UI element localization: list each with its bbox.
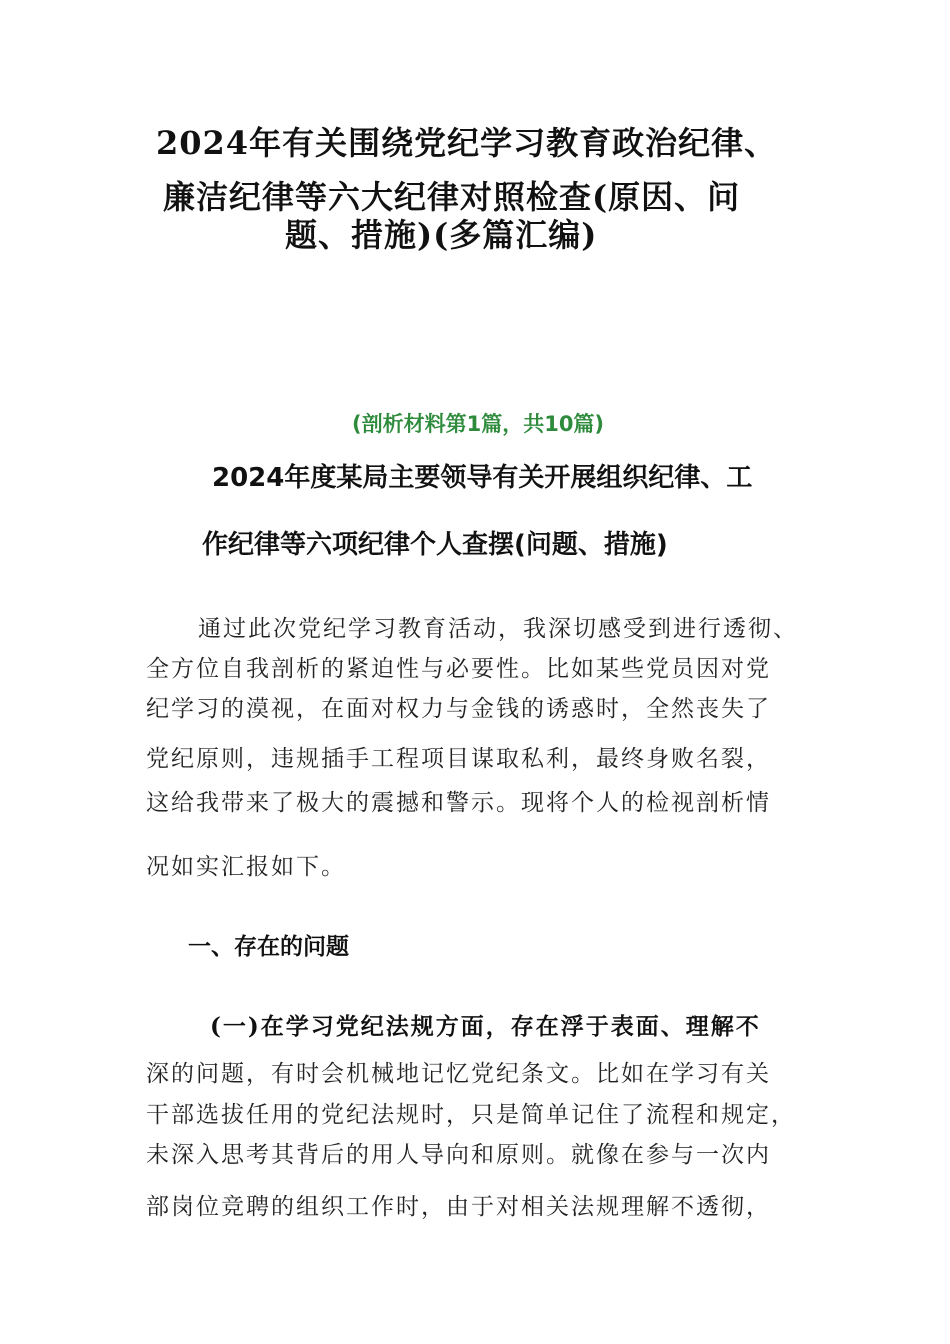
- document-title-line-1: 2024年有关围绕党纪学习教育政治纪律、: [156, 124, 778, 162]
- document-title-line-2: 廉洁纪律等六大纪律对照检查(原因、问: [163, 178, 741, 216]
- intro-line-2: 全方位自我剖析的紧迫性与必要性。比如某些党员因对党: [146, 656, 771, 682]
- intro-line-1: 通过此次党纪学习教育活动，我深切感受到进行透彻、: [198, 616, 798, 642]
- item1-line-1: 深的问题，有时会机械地记忆党纪条文。比如在学习有关: [146, 1061, 771, 1087]
- article-title-line-1: 2024年度某局主要领导有关开展组织纪律、工: [212, 463, 753, 493]
- intro-line-6: 况如实汇报如下。: [146, 854, 346, 880]
- intro-line-4: 党纪原则，违规插手工程项目谋取私利，最终身败名裂，: [146, 746, 771, 772]
- intro-line-3: 纪学习的漠视，在面对权力与金钱的诱惑时，全然丧失了: [146, 696, 771, 722]
- section-heading: 一、存在的问题: [188, 934, 349, 960]
- article-title-line-2: 作纪律等六项纪律个人查摆(问题、措施): [202, 530, 668, 560]
- item1-line-3: 未深入思考其背后的用人导向和原则。就像在参与一次内: [146, 1142, 771, 1168]
- intro-line-5: 这给我带来了极大的震撼和警示。现将个人的检视剖析情: [146, 790, 771, 816]
- item1-line-2: 干部选拔任用的党纪法规时，只是简单记住了流程和规定，: [146, 1102, 796, 1128]
- item1-lead-line: (一)在学习党纪法规方面，存在浮于表面、理解不: [210, 1013, 761, 1040]
- document-title-line-3: 题、措施)(多篇汇编): [285, 216, 598, 254]
- item1-line-4: 部岗位竞聘的组织工作时，由于对相关法规理解不透彻，: [146, 1194, 771, 1220]
- part-label: (剖析材料第1篇，共10篇): [352, 412, 605, 436]
